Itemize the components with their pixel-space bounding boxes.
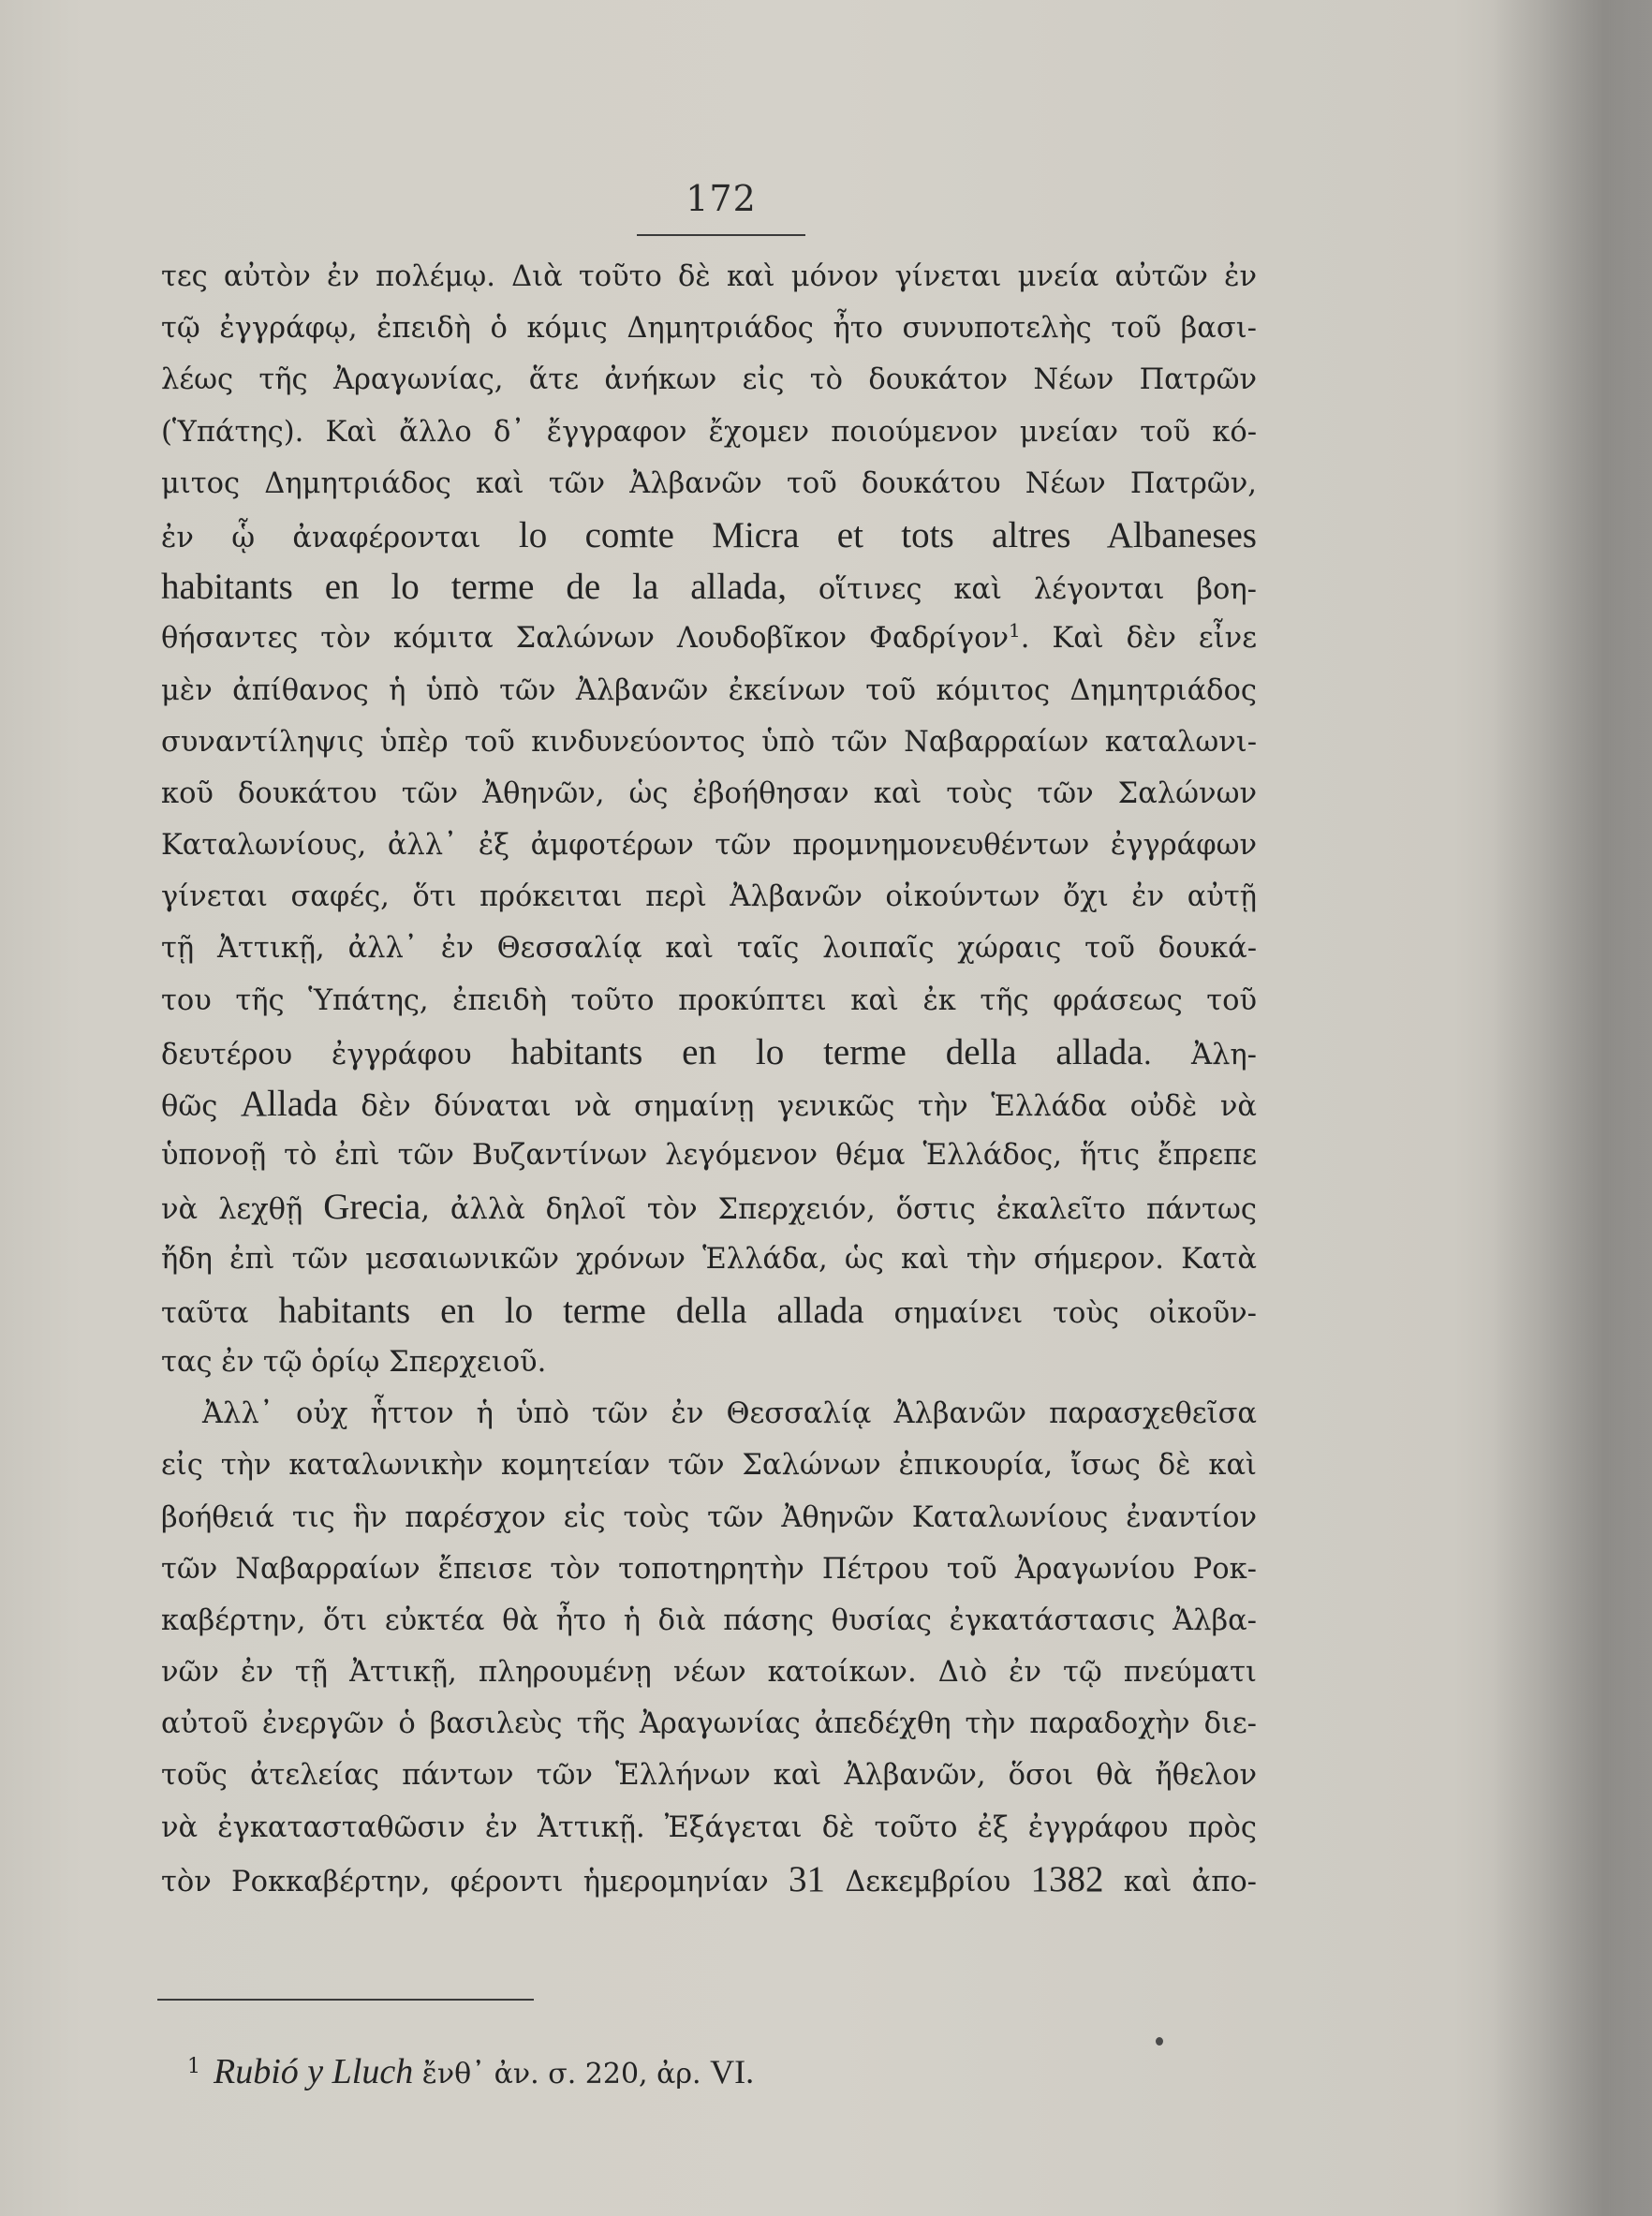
text-segment: βοήθειά τις ἣν παρέσχον εἰς τοὺς τῶν Ἀθηνῶν Καταλωνίους ἐναντίον: [161, 1500, 1257, 1534]
text-segment: ἐν ᾧ ἀναφέρονται: [161, 521, 519, 554]
text-line: [161, 1854, 1257, 1905]
text-segment: οἵτινες καὶ λέγονται βοη-: [787, 573, 1257, 607]
text-segment: Καταλωνίους, ἀλλ᾿ ἐξ ἀμφοτέρων τῶν προμνημονευθέντων ἐγγράφων: [161, 829, 1257, 863]
latin-quote: Allada: [240, 1084, 338, 1124]
text-segment: νὰ ἐγκατασταθῶσιν ἐν Ἀττικῇ. Ἐξάγεται δὲ τοῦτο ἐξ ἐγγράφου πρὸς: [161, 1810, 1257, 1844]
text-segment: καὶ ἀπο-: [1103, 1865, 1257, 1898]
footnote-number: VI.: [710, 2053, 755, 2090]
text-line: [161, 1595, 1257, 1647]
text-segment: τοῦς ἀτελείας πάντων τῶν Ἑλλήνων καὶ Ἀλβανῶν, ὅσοι θὰ ἤθελον: [161, 1759, 1257, 1793]
header-rule: [637, 234, 805, 236]
text-line: [161, 303, 1257, 354]
text-line: [161, 251, 1257, 303]
text-line: [161, 458, 1257, 510]
text-line: [161, 1647, 1257, 1698]
text-line: [161, 561, 1257, 613]
text-line: [161, 1440, 1257, 1491]
text-segment: τας ἐν τῷ ὁρίῳ Σπερχειοῦ.: [161, 1345, 547, 1379]
text-segment: λέως τῆς Ἀραγωνίας, ἅτε ἀνήκων εἰς τὸ δουκάτον Νέων Πατρῶν: [161, 363, 1257, 397]
text-segment: γίνεται σαφές, ὅτι πρόκειται περὶ Ἀλβανῶν οἰκούντων ὄχι ἐν αὐτῇ: [161, 880, 1257, 914]
latin-quote: habitants en lo terme della allada: [510, 1031, 1143, 1072]
footnote-reference: ἔνθ᾿ ἀν. σ. 220, ἀρ.: [413, 2058, 711, 2090]
text-segment: νὰ λεχθῇ: [161, 1193, 324, 1227]
text-line: [161, 510, 1257, 561]
text-line: [161, 1750, 1257, 1801]
ink-speck: [1156, 2037, 1163, 2046]
text-segment: τὸν Ροκκαβέρτην, φέροντι ἡμερομηνίαν: [161, 1865, 789, 1898]
footnote-rule: [157, 1999, 534, 2001]
footnote-mark: 1: [187, 2055, 200, 2078]
text-line: [161, 768, 1257, 820]
text-segment: ταῦτα: [161, 1296, 279, 1330]
text-segment: θῶς: [161, 1090, 241, 1123]
text-segment: τες αὐτὸν ἐν πολέμῳ. Διὰ τοῦτο δὲ καὶ μόνον γίνεται μνεία αὐτῶν ἐν: [161, 260, 1257, 293]
text-line: [161, 1078, 1257, 1130]
text-segment: ὑπονοῇ τὸ ἐπὶ τῶν Βυζαντίνων λεγόμενον θέμα Ἑλλάδος, ἥτις ἔπρεπε: [161, 1139, 1257, 1173]
latin-quote: habitants en lo terme de la allada,: [161, 567, 788, 608]
latin-quote: Grecia: [323, 1187, 421, 1228]
text-segment: . Ἀλη-: [1143, 1038, 1257, 1071]
text-line: [161, 1027, 1257, 1078]
text-segment: κοῦ δουκάτου τῶν Ἀθηνῶν, ὡς ἐβοήθησαν καὶ τοὺς τῶν Σαλώνων: [161, 776, 1257, 810]
text-segment: , ἀλλὰ δηλοῖ τὸν Σπερχειόν, ὅστις ἐκαλεῖτο πάντως: [420, 1193, 1257, 1227]
text-line: [161, 1234, 1257, 1285]
text-segment: του τῆς Ὑπάτης, ἐπειδὴ τοῦτο προκύπτει καὶ ἐκ τῆς φράσεως τοῦ: [161, 983, 1257, 1017]
text-line: [161, 354, 1257, 406]
text-line: [161, 1698, 1257, 1750]
text-line: [161, 613, 1257, 664]
text-segment: μὲν ἀπίθανος ἡ ὑπὸ τῶν Ἀλβανῶν ἐκείνων τοῦ κόμιτος Δημητριάδος: [161, 673, 1257, 707]
text-line: [161, 871, 1257, 923]
body-text: [161, 251, 1257, 1905]
text-line: [161, 406, 1257, 458]
text-segment: θήσαντες τὸν κόμιτα Σαλώνων Λουδοβῖκον Φαδρίγον: [161, 622, 1010, 656]
latin-quote: 1382: [1030, 1858, 1104, 1899]
text-line: [161, 1181, 1257, 1233]
text-line: [161, 1130, 1257, 1181]
footnote: [187, 2051, 754, 2092]
text-segment: εἰς τὴν καταλωνικὴν κομητείαν τῶν Σαλώνων ἐπικουρία, ἴσως δὲ καὶ: [161, 1449, 1257, 1483]
text-segment: σημαίνει τοὺς οἰκοῦν-: [863, 1296, 1257, 1330]
text-segment: μιτος Δημητριάδος καὶ τῶν Ἀλβανῶν τοῦ δουκάτου Νέων Πατρῶν,: [161, 466, 1257, 500]
footnote-ref-mark: 1: [1009, 619, 1021, 643]
text-segment: (Ὑπάτης). Καὶ ἄλλο δ᾿ ἔγγραφον ἔχομεν ποιούμενον μνείαν τοῦ κό-: [161, 415, 1257, 449]
text-segment: Ἀλλ᾿ οὐχ ἧττον ἡ ὑπὸ τῶν ἐν Θεσσαλίᾳ Ἀλβανῶν παρασχεθεῖσα: [202, 1397, 1257, 1431]
page-edge-shadow: [1493, 0, 1652, 2216]
text-segment: τῶν Ναβαρραίων ἔπεισε τὸν τοποτηρητὴν Πέτρου τοῦ Ἀραγωνίου Ροκ-: [161, 1552, 1257, 1586]
text-segment: συναντίληψις ὑπὲρ τοῦ κινδυνεύοντος ὑπὸ τῶν Ναβαρραίων καταλωνι-: [161, 725, 1257, 759]
text-line: [161, 1802, 1257, 1854]
latin-quote: 31: [789, 1858, 825, 1899]
text-line: [161, 923, 1257, 974]
text-segment: καβέρτην, ὅτι εὐκτέα θὰ ἦτο ἡ διὰ πάσης θυσίας ἐγκατάστασις Ἀλβα-: [161, 1603, 1257, 1637]
text-segment: δὲν δύναται νὰ σημαίνῃ γενικῶς τὴν Ἑλλάδα οὐδὲ νὰ: [337, 1090, 1257, 1123]
text-line: [161, 820, 1257, 871]
text-segment: ἤδη ἐπὶ τῶν μεσαιωνικῶν χρόνων Ἑλλάδα, ὡς καὶ τὴν σήμερον. Κατὰ: [161, 1242, 1257, 1276]
text-segment: νῶν ἐν τῇ Ἀττικῇ, πληρουμένῃ νέων κατοίκων. Διὸ ἐν τῷ πνεύματι: [161, 1656, 1257, 1690]
footnote-author: Rubió y Lluch: [214, 2052, 414, 2091]
text-line: [161, 1492, 1257, 1544]
text-line: [161, 1337, 1257, 1388]
text-segment: Δεκεμβρίου: [825, 1865, 1031, 1898]
text-segment: δευτέρου ἐγγράφου: [161, 1038, 511, 1071]
text-segment: τῷ ἐγγράφῳ, ἐπειδὴ ὁ κόμις Δημητριάδος ἦτο συνυποτελὴς τοῦ βασι-: [161, 312, 1257, 346]
text-line: [161, 1285, 1257, 1337]
text-line: [161, 665, 1257, 717]
text-segment: . Καὶ δὲν εἶνε: [1020, 622, 1257, 656]
text-line: [161, 717, 1257, 768]
text-line: [161, 975, 1257, 1027]
text-line: [161, 1388, 1257, 1440]
page-number: 172: [686, 178, 757, 219]
text-segment: τῇ Ἀττικῇ, ἀλλ᾿ ἐν Θεσσαλίᾳ καὶ ταῖς λοιπαῖς χώραις τοῦ δουκά-: [161, 932, 1257, 966]
text-line: [161, 1544, 1257, 1595]
latin-quote: habitants en lo terme della allada: [278, 1290, 864, 1331]
latin-quote: lo comte Micra et tots altres Albaneses: [518, 514, 1257, 555]
text-segment: αὐτοῦ ἐνεργῶν ὁ βασιλεὺς τῆς Ἀραγωνίας ἀπεδέχθη τὴν παραδοχὴν διε-: [161, 1707, 1257, 1741]
